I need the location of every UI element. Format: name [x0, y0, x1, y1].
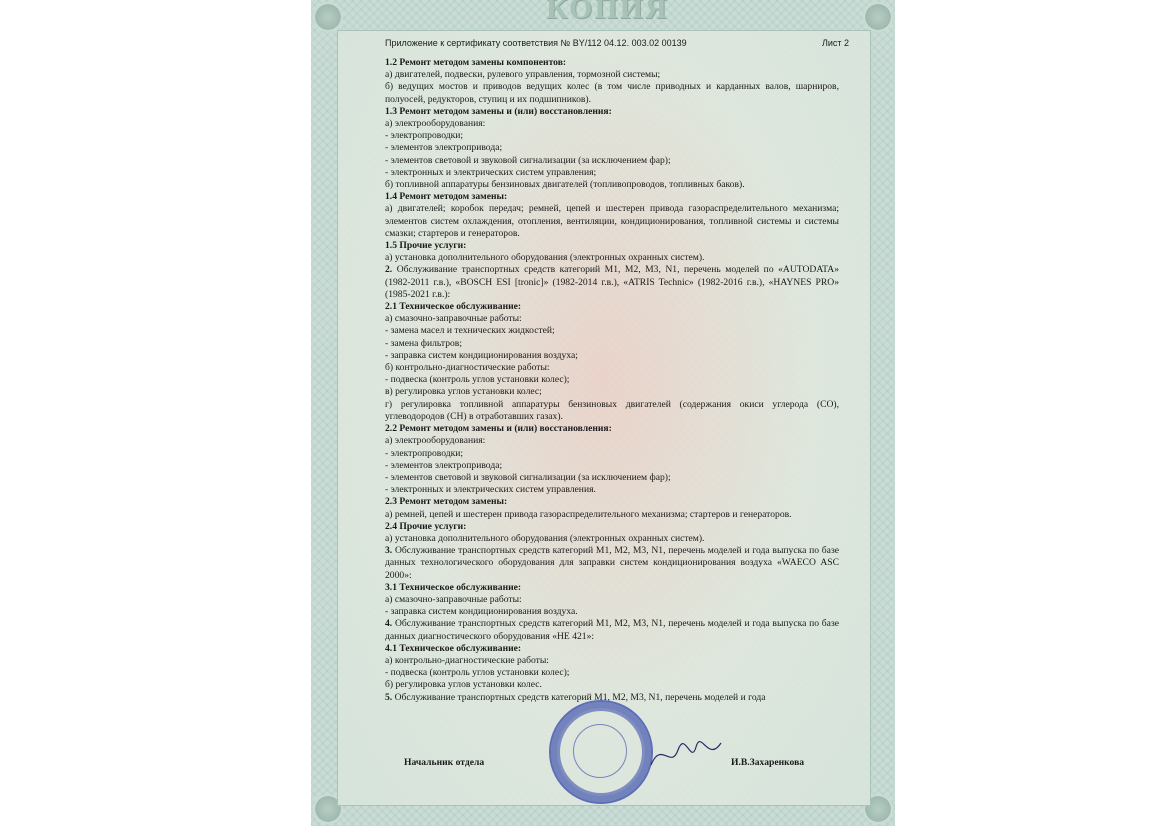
text-line	[385, 179, 839, 191]
body-text: а) ремней, цепей и шестерен привода газораспределительного механизма; стартеров и генераторов.	[385, 508, 792, 520]
body-text: б) ведущих мостов и приводов ведущих колес (в том числе приводных и карданных валов, шарниров, полуосей, редукторов, ступиц и их подшипников).	[385, 81, 839, 105]
body-text: - электропроводки;	[385, 447, 464, 459]
body-text: б) регулировка углов установки колес.	[385, 679, 542, 691]
body-text: Обслуживание транспортных средств категорий М1, М2, М3, N1, перечень моделей и года	[392, 691, 766, 703]
body-text: а) двигателей, подвески, рулевого управления, тормозной системы;	[385, 69, 661, 81]
body-text: - заправка систем кондиционирования воздуха;	[385, 349, 578, 361]
heading-text: 1.2 Ремонт методом замены компонентов:	[385, 57, 567, 68]
text-line	[385, 338, 839, 350]
heading-text: 1.5 Прочие услуги:	[385, 240, 467, 252]
signature-row	[404, 757, 824, 768]
body-text: а) контрольно-диагностические работы:	[385, 654, 549, 666]
body-text: а) электрооборудования:	[385, 118, 486, 130]
text-line	[385, 167, 839, 179]
signatory-role: Начальник отдела	[404, 757, 485, 768]
body-text: б) топливной аппаратуры бензиновых двигателей (топливопроводов, топливных баков).	[385, 179, 745, 191]
text-line	[385, 594, 839, 606]
text-line	[385, 203, 839, 240]
heading-text: 2.3 Ремонт методом замены:	[385, 496, 508, 508]
body-text: Обслуживание транспортных средств категорий М1, М2, М3, N1, перечень моделей и года выпуска по базе данных технологического оборудования для заправки систем кондиционирования воздуха «WAECO ASC 2000»:	[385, 545, 839, 581]
body-text: а) установка дополнительного оборудования (электронных охранных систем).	[385, 532, 705, 544]
text-line	[385, 252, 839, 264]
text-line	[385, 472, 839, 484]
body-text: - электропроводки;	[385, 130, 464, 142]
text-line	[385, 350, 839, 362]
text-line	[385, 679, 839, 691]
copy-watermark: КОПИЯ	[546, 0, 669, 25]
heading-text: 2.1 Техническое обслуживание:	[385, 301, 522, 313]
text-line	[385, 460, 839, 472]
heading-text: 4.	[385, 618, 393, 630]
text-line	[385, 496, 839, 508]
text-line	[385, 533, 839, 545]
text-line	[385, 521, 839, 533]
heading-text: 1.4 Ремонт методом замены:	[385, 191, 508, 203]
text-line	[385, 130, 839, 142]
body-text: Обслуживание транспортных средств категорий М1, М2, М3, N1, перечень моделей по «AUTODATA» (1982-2011 г.в.), «BOSCH ESI [tronic]» (1982-2014 г.в.), «ATRIS Technic» (1982-2016 г.в.), «HAYNES PRO» (1985-2021 г.в.):	[385, 264, 839, 300]
document-header	[385, 38, 849, 48]
corner-ornament	[313, 2, 343, 32]
text-line	[385, 69, 839, 81]
seal-inner-ring	[573, 724, 627, 778]
body-text: а) смазочно-заправочные работы:	[385, 593, 522, 605]
text-line	[385, 142, 839, 154]
text-line	[385, 643, 839, 655]
body-text: а) смазочно-заправочные работы:	[385, 313, 522, 325]
body-text: - элементов световой и звуковой сигнализации (за исключением фар);	[385, 471, 671, 483]
heading-text: 2.2 Ремонт методом замены и (или) восстановления:	[385, 423, 612, 435]
body-text: - элементов электропривода;	[385, 142, 503, 154]
heading-text: 3.1 Техническое обслуживание:	[385, 581, 522, 593]
heading-text: 4.1 Техническое обслуживание:	[385, 642, 522, 654]
text-line	[385, 106, 839, 118]
text-line	[385, 545, 839, 582]
body-text: - подвеска (контроль углов установки колес);	[385, 667, 570, 679]
body-text: - элементов электропривода;	[385, 459, 503, 471]
heading-text: 2.4 Прочие услуги:	[385, 520, 467, 532]
body-text: - электронных и электрических систем управления;	[385, 166, 597, 178]
text-line	[385, 606, 839, 618]
text-line	[385, 386, 839, 398]
text-line	[385, 155, 839, 167]
body-text: б) контрольно-диагностические работы:	[385, 362, 550, 374]
text-line	[385, 484, 839, 496]
text-line	[385, 264, 839, 301]
body-text: а) электрооборудования:	[385, 435, 486, 447]
text-line	[385, 582, 839, 594]
heading-text: 2.	[385, 264, 393, 276]
header-title: Приложение к сертификату соответствия № BY/112 04.12. 003.02 00139	[385, 38, 687, 48]
body-text: в) регулировка углов установки колес;	[385, 386, 542, 398]
text-line	[385, 362, 839, 374]
round-seal	[549, 700, 653, 804]
signature-scribble	[646, 735, 726, 775]
body-text: Обслуживание транспортных средств категорий М1, М2, М3, N1, перечень моделей и года выпуска по базе данных диагностического оборудования «HE 421»:	[385, 618, 839, 642]
corner-ornament	[863, 2, 893, 32]
text-line	[385, 301, 839, 313]
text-line	[385, 667, 839, 679]
text-line	[385, 655, 839, 667]
body-text: а) двигателей; коробок передач; ремней, цепей и шестерен привода газораспределительного механизма; элементов систем охлаждения, отопления, вентиляции, кондиционирования, топливной системы и системы смазки; стартеров и генераторов.	[385, 203, 839, 239]
text-line	[385, 435, 839, 447]
signatory-name: И.В.Захаренкова	[731, 757, 805, 768]
text-line	[385, 325, 839, 337]
text-line	[385, 448, 839, 460]
text-line	[385, 240, 839, 252]
text-line	[385, 399, 839, 423]
body-text: г) регулировка топливной аппаратуры бензиновых двигателей (содержания окиси углерода (СО), углеводородов (СН) в отработавших газах).	[385, 398, 839, 422]
text-line	[385, 509, 839, 521]
body-text: - элементов световой и звуковой сигнализации (за исключением фар);	[385, 154, 671, 166]
document-text	[385, 57, 839, 704]
text-line	[385, 81, 839, 105]
body-text: - заправка систем кондиционирования воздуха.	[385, 606, 578, 618]
text-line	[385, 423, 839, 435]
body-text: - замена фильтров;	[385, 337, 463, 349]
heading-text: 5.	[385, 691, 393, 703]
certificate-page	[311, 0, 895, 826]
heading-text: 1.3 Ремонт методом замены и (или) восстановления:	[385, 105, 612, 117]
body-text: - замена масел и технических жидкостей;	[385, 325, 555, 337]
text-line	[385, 618, 839, 642]
text-line	[385, 191, 839, 203]
text-line	[385, 374, 839, 386]
text-line	[385, 313, 839, 325]
sheet-number: Лист 2	[821, 38, 849, 48]
text-line	[385, 118, 839, 130]
body-text: - подвеска (контроль углов установки колес);	[385, 374, 570, 386]
heading-text: 3.	[385, 545, 393, 557]
body-text: а) установка дополнительного оборудования (электронных охранных систем).	[385, 252, 705, 264]
text-line	[385, 57, 839, 69]
body-text: - электронных и электрических систем управления.	[385, 484, 596, 496]
